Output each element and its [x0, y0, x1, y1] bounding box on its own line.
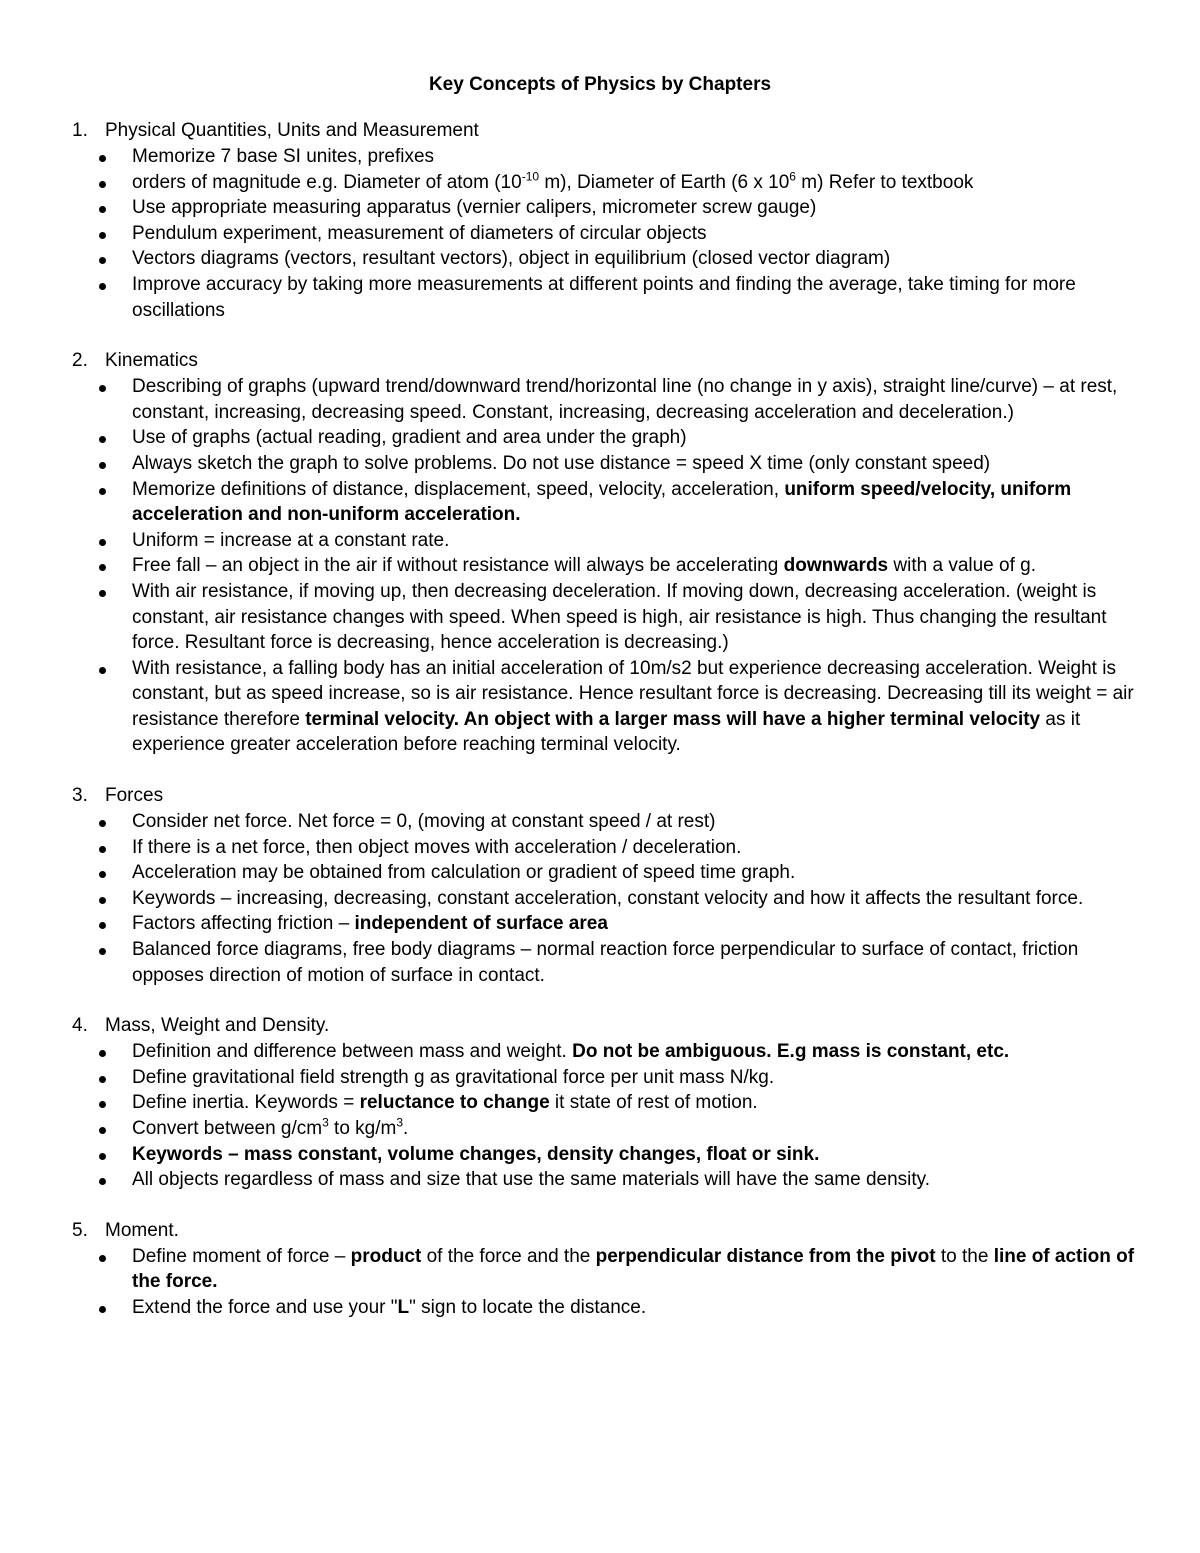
- section-number: 3.: [72, 785, 88, 807]
- bullet-text: Define moment of force –: [132, 1245, 351, 1267]
- section-heading: [0, 348, 1200, 374]
- section: [0, 1218, 1200, 1321]
- superscript-text: 6: [789, 169, 796, 184]
- bullet-list: [0, 809, 1200, 988]
- bullet-icon: [99, 436, 106, 443]
- bullet-item: [0, 1295, 1200, 1321]
- bullet-text: Memorize 7 base SI unites, prefixes: [132, 146, 435, 167]
- bold-text: Keywords – mass constant, volume changes, density changes, float or sink.: [132, 1143, 820, 1165]
- section-heading-text: Mass, Weight and Density.: [105, 1015, 330, 1037]
- bullet-text: of the force and the: [421, 1245, 596, 1267]
- bullet-icon: [99, 283, 106, 290]
- bullet-item: [0, 528, 1200, 554]
- section-heading-text: Kinematics: [105, 350, 198, 372]
- bullet-icon: [99, 257, 106, 264]
- bullet-text: with a value of g.: [888, 555, 1036, 577]
- bullet-item: [0, 860, 1200, 886]
- bullet-text: Improve accuracy by taking more measurements at different points and finding the average, take timing for more oscillations: [132, 273, 1076, 321]
- bullet-icon: [99, 385, 106, 392]
- section-heading: [0, 1218, 1200, 1244]
- bold-text: uniform speed/velocity, uniform acceleration and non-uniform acceleration.: [132, 478, 1072, 526]
- bullet-list: [0, 1039, 1200, 1193]
- bullet-icon: [99, 206, 106, 213]
- bullet-icon: [99, 1050, 106, 1057]
- bullet-text: as it experience greater acceleration before reaching terminal velocity.: [132, 708, 1081, 756]
- bullet-text: Pendulum experiment, measurement of diameters of circular objects: [132, 222, 707, 244]
- bullet-item: [0, 1167, 1200, 1193]
- bullet-item: [0, 451, 1200, 477]
- bullet-text: Convert between g/cm: [132, 1118, 323, 1139]
- bullet-text: Consider net force. Net force = 0, (moving at constant speed / at rest): [132, 811, 716, 833]
- bullet-text: Always sketch the graph to solve problems. Do not use distance = speed X time (only constant speed): [132, 452, 991, 474]
- bullet-list: [0, 144, 1200, 323]
- bullet-text: Free fall – an object in the air if without resistance will always be accelerating: [132, 555, 784, 577]
- bullet-list: [0, 374, 1200, 758]
- bullet-item: [0, 246, 1200, 272]
- bullet-text: Uniform = increase at a constant rate.: [132, 529, 450, 551]
- bullet-item: [0, 656, 1200, 758]
- bullet-list: [0, 1244, 1200, 1321]
- bullet-icon: [99, 871, 106, 878]
- bullet-text: Acceleration may be obtained from calculation or gradient of speed time graph.: [132, 862, 796, 884]
- bullet-text: " sign to locate the distance.: [409, 1296, 647, 1318]
- superscript-text: 3: [396, 1115, 404, 1130]
- bold-text: perpendicular distance from the pivot: [595, 1245, 936, 1267]
- bullet-icon: [99, 820, 106, 827]
- section-heading-text: Forces: [105, 785, 164, 807]
- bullet-text: Factors affecting friction –: [132, 913, 355, 935]
- page-title: Key Concepts of Physics by Chapters: [428, 74, 772, 95]
- bold-text: downwards: [783, 555, 889, 577]
- bullet-icon: [99, 539, 106, 546]
- bullet-icon: [99, 462, 106, 469]
- bold-text: terminal velocity. An object with a larger mass will have a higher terminal velocity: [305, 708, 1041, 730]
- bullet-text: Definition and difference between mass and weight.: [132, 1041, 573, 1063]
- bullet-item: [0, 1116, 1200, 1142]
- section-heading-text: Moment.: [105, 1219, 179, 1241]
- bullet-icon: [99, 1076, 106, 1083]
- bullet-item: [0, 1039, 1200, 1065]
- bullet-icon: [99, 1255, 106, 1262]
- bullet-icon: [99, 667, 106, 674]
- bullet-text: Describing of graphs (upward trend/downward trend/horizontal line (no change in y axis), straight line/curve) – at rest, constant, increasing, decreasing speed. Constant, increasing, decreasing acceleration and deceleration.): [132, 376, 1118, 423]
- section-number: 2.: [72, 350, 88, 372]
- bullet-text: Use of graphs (actual reading, gradient and area under the graph): [132, 427, 687, 449]
- bullet-item: [0, 835, 1200, 861]
- bold-text: L: [397, 1296, 410, 1318]
- bullet-text: Extend the force and use your ": [132, 1296, 398, 1318]
- section-heading: [0, 783, 1200, 809]
- bullet-text: If there is a net force, then object moves with acceleration / deceleration.: [132, 836, 742, 858]
- bullet-text: m), Diameter of Earth (6 x 10: [539, 171, 790, 193]
- bold-text: reluctance to change: [359, 1092, 550, 1114]
- bullet-item: [0, 425, 1200, 451]
- bullet-item: [0, 579, 1200, 656]
- bullet-text: .: [403, 1118, 409, 1139]
- bullet-text: to the: [935, 1245, 994, 1267]
- bullet-icon: [99, 1101, 106, 1108]
- bullet-item: [0, 272, 1200, 323]
- section-heading: [0, 1013, 1200, 1039]
- bold-text: Do not be ambiguous. E.g mass is constant, etc.: [572, 1041, 1010, 1063]
- bullet-item: [0, 1244, 1200, 1295]
- bullet-item: [0, 144, 1200, 170]
- bullet-text: Define gravitational field strength g as gravitational force per unit mass N/kg.: [132, 1066, 775, 1088]
- bullet-icon: [99, 1306, 106, 1313]
- bullet-icon: [99, 846, 106, 853]
- bullet-text: With resistance, a falling body has an initial acceleration of 10m/s2 but experience decreasing acceleration. Weight is constant, but as speed increase, so is air resistance. Hence resultant force is decreasing. Decreasing till its weight = air resistance therefore: [132, 657, 1134, 730]
- bullet-text: With air resistance, if moving up, then decreasing deceleration. If moving down, decreasing acceleration. (weight is constant, air resistance changes with speed. When speed is high, air resistance is high. Thus changing the resultant force. Resultant force is decreasing, hence acceleration is decreasing.): [132, 580, 1107, 654]
- bullet-icon: [99, 1153, 106, 1160]
- bullet-item: [0, 911, 1200, 937]
- bullet-icon: [99, 1127, 106, 1134]
- bullet-item: [0, 1090, 1200, 1116]
- bullet-text: to kg/m: [328, 1118, 397, 1139]
- bullet-icon: [99, 181, 106, 188]
- bullet-text: Vectors diagrams (vectors, resultant vectors), object in equilibrium (closed vector diagram): [132, 248, 891, 270]
- bullet-item: [0, 1142, 1200, 1168]
- bullet-text: it state of rest of motion.: [549, 1092, 758, 1114]
- section: [0, 1013, 1200, 1193]
- bullet-item: [0, 195, 1200, 221]
- bullet-icon: [99, 488, 106, 495]
- bullet-item: [0, 886, 1200, 912]
- bold-text: product: [350, 1245, 422, 1267]
- section-heading: [0, 118, 1200, 144]
- superscript-text: -10: [521, 169, 540, 184]
- section: [0, 783, 1200, 988]
- bullet-text: Balanced force diagrams, free body diagrams – normal reaction force perpendicular to surface of contact, friction opposes direction of motion of surface in contact.: [132, 939, 1079, 986]
- bullet-icon: [99, 155, 106, 162]
- bullet-icon: [99, 897, 106, 904]
- bullet-item: [0, 809, 1200, 835]
- bold-text: independent of surface area: [354, 913, 608, 935]
- bullet-item: [0, 221, 1200, 247]
- bullet-icon: [99, 232, 106, 239]
- bullet-text: Use appropriate measuring apparatus (vernier calipers, micrometer screw gauge): [132, 197, 817, 219]
- section-heading-text: Physical Quantities, Units and Measurement: [105, 120, 479, 141]
- bullet-text: Define inertia. Keywords =: [132, 1092, 360, 1114]
- superscript-text: 3: [322, 1115, 329, 1130]
- bullet-item: [0, 170, 1200, 196]
- bullet-icon: [99, 590, 106, 597]
- bullet-text: Keywords – increasing, decreasing, constant acceleration, constant velocity and how it affects the resultant force.: [132, 887, 1084, 909]
- section-number: 1.: [72, 120, 88, 141]
- bullet-item: [0, 1065, 1200, 1091]
- bold-text: line of action of the force.: [132, 1245, 1135, 1293]
- bullet-text: orders of magnitude e.g. Diameter of atom (10: [132, 171, 522, 193]
- bullet-text: m) Refer to textbook: [795, 171, 974, 193]
- section-number: 5.: [72, 1219, 88, 1241]
- bullet-item: [0, 553, 1200, 579]
- bullet-item: [0, 477, 1200, 528]
- bullet-text: Memorize definitions of distance, displacement, speed, velocity, acceleration,: [132, 478, 785, 500]
- bullet-icon: [99, 948, 106, 955]
- bullet-icon: [99, 564, 106, 571]
- bullet-item: [0, 937, 1200, 988]
- bullet-item: [0, 374, 1200, 425]
- section: [0, 118, 1200, 323]
- section: [0, 348, 1200, 758]
- bullet-icon: [99, 1178, 106, 1185]
- bullet-text: All objects regardless of mass and size that use the same materials will have the same density.: [132, 1169, 931, 1191]
- bullet-icon: [99, 922, 106, 929]
- document-body: [0, 118, 1200, 1346]
- section-number: 4.: [72, 1015, 88, 1037]
